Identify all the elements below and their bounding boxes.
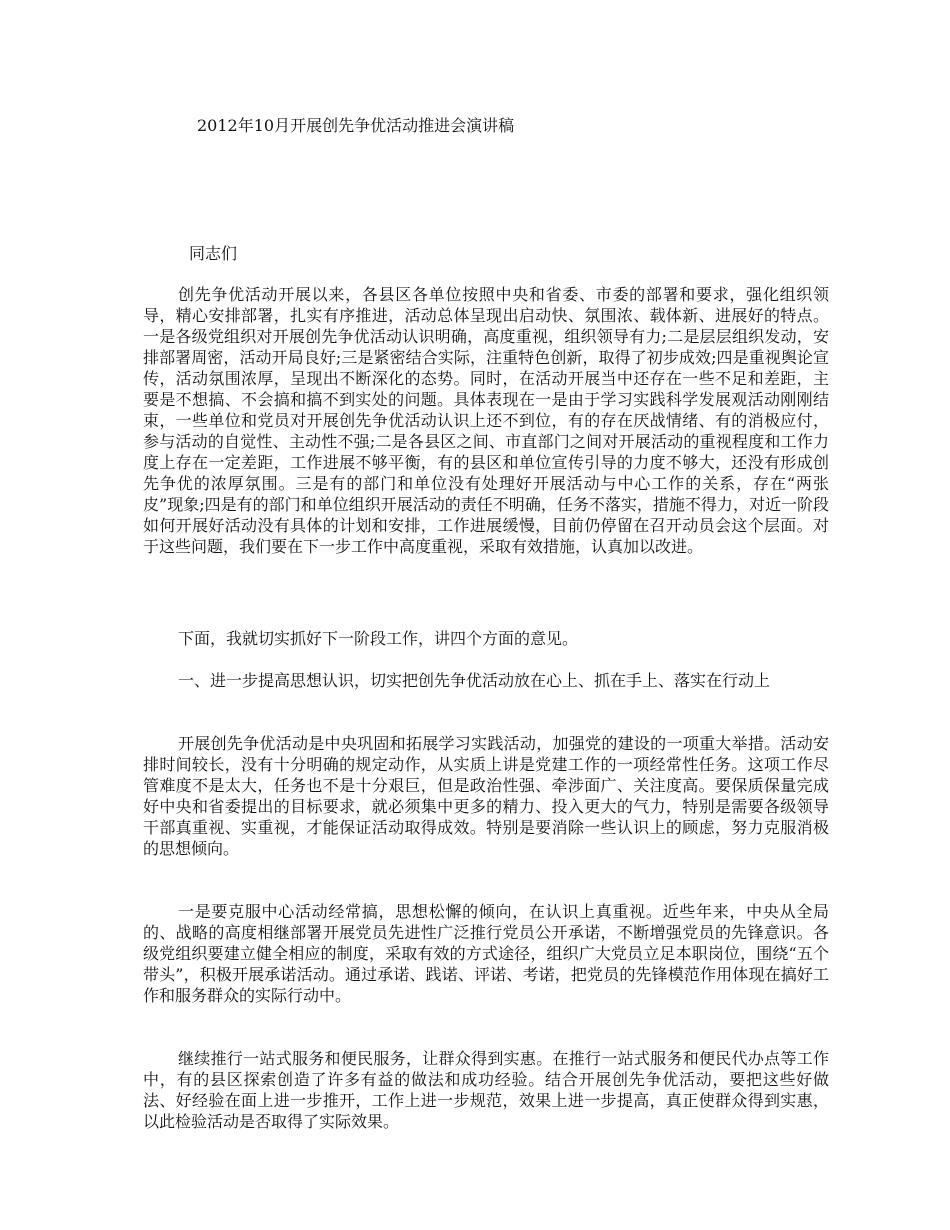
document-title: 2012年10月开展创先争优活动推进会演讲稿	[197, 116, 515, 135]
greeting: 同志们	[189, 244, 238, 263]
paragraph-2: 下面，我就切实抓好下一阶段工作，讲四个方面的意见。	[178, 629, 579, 648]
paragraph-5: 继续推行一站式服务和便民服务，让群众得到实惠。在推行一站式服务和便民代办点等工作中，有的县区探索创造了许多有益的做法和成功经验。结合开展创先争优活动，要把这些好做法、好经验在面上进一步推开，工作上进一步规范，效果上进一步提高，真正使群众得到实惠，以此检验活动是否取得了实际效果。	[143, 1049, 829, 1131]
paragraph-1: 创先争优活动开展以来，各县区各单位按照中央和省委、市委的部署和要求，强化组织领导，精心安排部署，扎实有序推进，活动总体呈现出启动快、氛围浓、载体新、进展好的特点。一是各级党组织对开展创先争优活动认识明确，高度重视，组织领导有力;二是层层组织发动，安排部署周密，活动开局良好;三是紧密结合实际，注重特色创新，取得了初步成效;四是重视舆论宣传，活动氛围浓厚，呈现出不断深化的态势。同时，在活动开展当中还存在一些不足和差距，主要是不想搞、不会搞和搞不到实处的问题。具体表现在一是由于学习实践科学发展观活动刚刚结束，一些单位和党员对开展创先争优活动认识上还不到位，有的存在厌战情绪、有的消极应付，参与活动的自觉性、主动性不强;二是各县区之间、市直部门之间对开展活动的重视程度和工作力度上存在一定差距，工作进展不够平衡，有的县区和单位宣传引导的力度不够大，还没有形成创先争优的浓厚氛围。三是有的部门和单位没有处理好开展活动与中心工作的关系，存在“两张皮”现象;四是有的部门和单位组织开展活动的责任不明确，任务不落实，措施不得力，对近一阶段如何开展好活动没有具体的计划和安排，工作进展缓慢，目前仍停留在召开动员会这个层面。对于这些问题，我们要在下一步工作中高度重视，采取有效措施，认真加以改进。	[143, 285, 829, 556]
paragraph-3: 开展创先争优活动是中央巩固和拓展学习实践活动，加强党的建设的一项重大举措。活动安排时间较长，没有十分明确的规定动作，从实质上讲是党建工作的一项经常性任务。这项工作尽管难度不是太大，任务也不是十分艰巨，但是政治性强、牵涉面广、关注度高。要保质保量完成好中央和省委提出的目标要求，就必须集中更多的精力、投入更大的气力，特别是需要各级领导干部真重视、实重视，才能保证活动取得成效。特别是要消除一些认识上的顾虑，努力克服消极的思想倾向。	[143, 734, 829, 858]
section-heading-1: 一、进一步提高思想认识，切实把创先争优活动放在心上、抓在手上、落实在行动上	[178, 671, 771, 690]
paragraph-4: 一是要克服中心活动经常搞，思想松懈的倾向，在认识上真重视。近些年来，中央从全局的、战略的高度相继部署开展党员先进性广泛推行党员公开承诺，不断增强党员的先锋意识。各级党组织要建立健全相应的制度，采取有效的方式途径，组织广大党员立足本职岗位，围绕“五个带头”，积极开展承诺活动。通过承诺、践诺、评诺、考诺，把党员的先锋模范作用体现在搞好工作和服务群众的实际行动中。	[143, 902, 829, 1005]
